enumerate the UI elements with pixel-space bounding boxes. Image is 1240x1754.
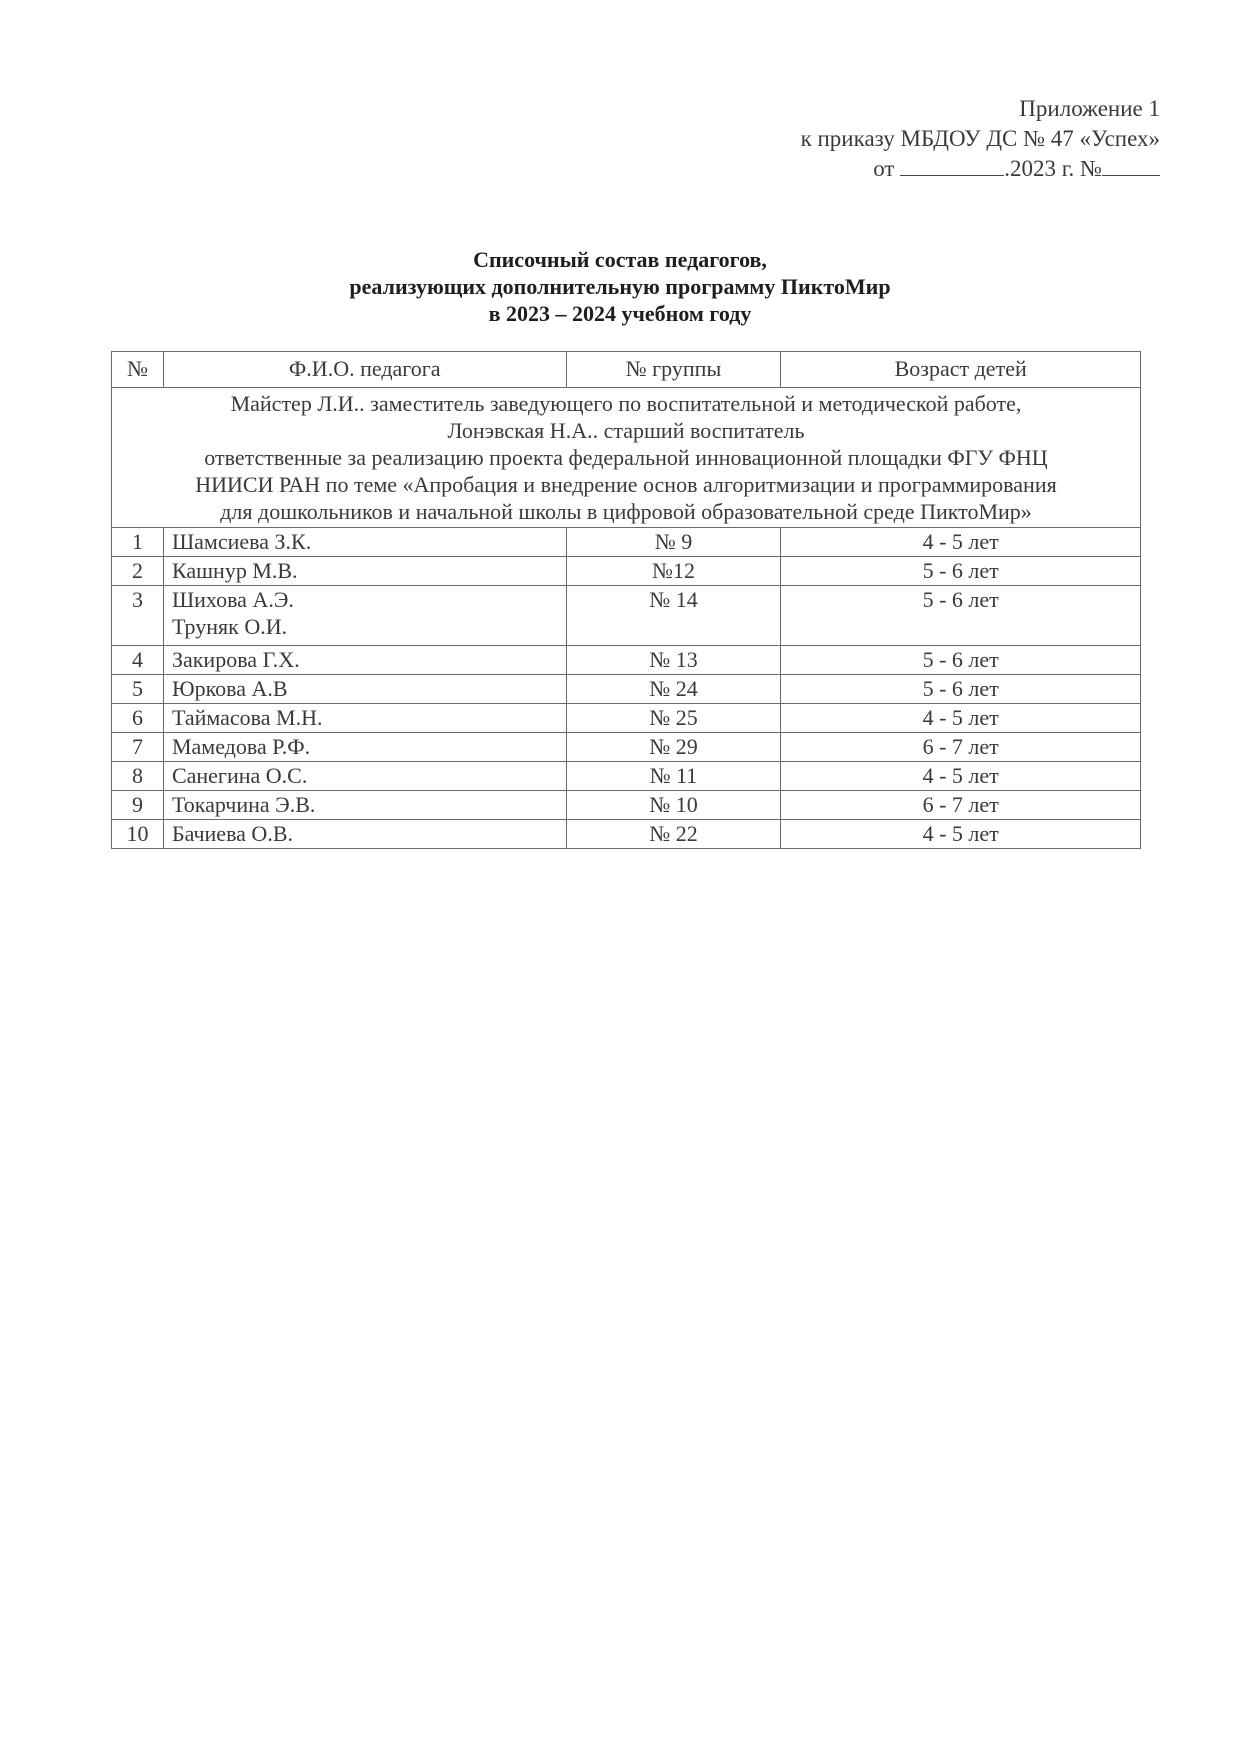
note-line: НИИСИ РАН по теме «Апробация и внедрение основ алгоритмизации и программирования: [195, 472, 1057, 497]
teacher-name-line: Токарчина Э.В.: [171, 792, 316, 817]
children-age: 5 - 6 лет: [781, 586, 1141, 646]
teacher-name: [163, 557, 566, 586]
table-row: [112, 646, 1141, 675]
col-header-name: Ф.И.О. педагога: [163, 352, 566, 388]
group-number: № 29: [566, 733, 781, 762]
teacher-name: [163, 675, 566, 704]
children-age: 4 - 5 лет: [781, 704, 1141, 733]
number-blank: [1102, 157, 1160, 176]
note-line: Майстер Л.И.. заместитель заведующего по воспитательной и методической работе,: [230, 391, 1022, 416]
group-number: № 13: [566, 646, 781, 675]
teacher-name-line: Юркова А.В: [171, 676, 288, 701]
row-number: 3: [112, 586, 164, 646]
children-age: 5 - 6 лет: [781, 557, 1141, 586]
table-header-row: [112, 352, 1141, 388]
table-row: [112, 586, 1141, 646]
teacher-name: [163, 791, 566, 820]
document-title: [110, 246, 1130, 327]
children-age: 4 - 5 лет: [781, 762, 1141, 791]
note-line: для дошкольников и начальной школы в цифровой образовательной среде ПиктоМир»: [220, 499, 1032, 524]
teacher-name: [163, 820, 566, 849]
children-age: 4 - 5 лет: [781, 528, 1141, 557]
teacher-name-line: Кашнур М.В.: [171, 558, 298, 583]
appendix-line-1: Приложение 1: [1019, 96, 1160, 121]
table-row: [112, 704, 1141, 733]
col-header-age: Возраст детей: [781, 352, 1141, 388]
teacher-name-line: Закирова Г.Х.: [171, 647, 300, 672]
table-row: [112, 557, 1141, 586]
group-number: № 25: [566, 704, 781, 733]
teacher-name-line: Бачиева О.В.: [171, 821, 293, 846]
date-blank: [900, 157, 1004, 176]
row-number: 8: [112, 762, 164, 791]
row-number: 2: [112, 557, 164, 586]
col-header-number: №: [112, 352, 164, 388]
table-row: [112, 675, 1141, 704]
group-number: № 24: [566, 675, 781, 704]
title-line-2: реализующих дополнительную программу ПиктоМир: [349, 274, 891, 299]
teacher-name-line: Труняк О.И.: [171, 614, 288, 639]
row-number: 9: [112, 791, 164, 820]
group-number: № 22: [566, 820, 781, 849]
row-number: 4: [112, 646, 164, 675]
col-header-group: № группы: [566, 352, 781, 388]
table-row: [112, 528, 1141, 557]
children-age: 6 - 7 лет: [781, 791, 1141, 820]
appendix-header: [801, 94, 1160, 184]
teacher-name: [163, 586, 566, 646]
title-line-3: в 2023 – 2024 учебном году: [488, 301, 752, 326]
title-line-1: Списочный состав педагогов,: [473, 247, 767, 272]
children-age: 5 - 6 лет: [781, 675, 1141, 704]
teacher-name: [163, 704, 566, 733]
appendix-line-2: к приказу МБДОУ ДС № 47 «Успех»: [800, 126, 1160, 151]
teachers-table: [111, 351, 1141, 849]
children-age: 6 - 7 лет: [781, 733, 1141, 762]
group-number: № 11: [566, 762, 781, 791]
row-number: 10: [112, 820, 164, 849]
row-number: 7: [112, 733, 164, 762]
children-age: 4 - 5 лет: [781, 820, 1141, 849]
appendix-date-prefix: от: [873, 156, 895, 181]
teacher-name: [163, 733, 566, 762]
note-line: ответственные за реализацию проекта федеральной инновационной площадки ФГУ ФНЦ: [204, 445, 1048, 470]
note-line: Лонэвская Н.А.. старший воспитатель: [447, 418, 805, 443]
teacher-name-line: Шихова А.Э.: [171, 587, 294, 612]
table-row: [112, 762, 1141, 791]
appendix-date-year: .2023 г. №: [1004, 156, 1102, 181]
teacher-name-line: Таймасова М.Н.: [171, 705, 323, 730]
group-number: № 14: [566, 586, 781, 646]
table-row: [112, 791, 1141, 820]
teacher-name: [163, 646, 566, 675]
teacher-name-line: Санегина О.С.: [171, 763, 308, 788]
group-number: № 10: [566, 791, 781, 820]
note-row: [112, 388, 1141, 528]
responsible-note: [112, 388, 1141, 528]
row-number: 1: [112, 528, 164, 557]
table-row: [112, 733, 1141, 762]
group-number: № 9: [566, 528, 781, 557]
children-age: 5 - 6 лет: [781, 646, 1141, 675]
table-row: [112, 820, 1141, 849]
row-number: 5: [112, 675, 164, 704]
row-number: 6: [112, 704, 164, 733]
teacher-name: [163, 528, 566, 557]
appendix-line-3: [801, 154, 1160, 184]
teacher-name: [163, 762, 566, 791]
group-number: №12: [566, 557, 781, 586]
teacher-name-line: Мамедова Р.Ф.: [171, 734, 311, 759]
teacher-name-line: Шамсиева З.К.: [171, 529, 312, 554]
